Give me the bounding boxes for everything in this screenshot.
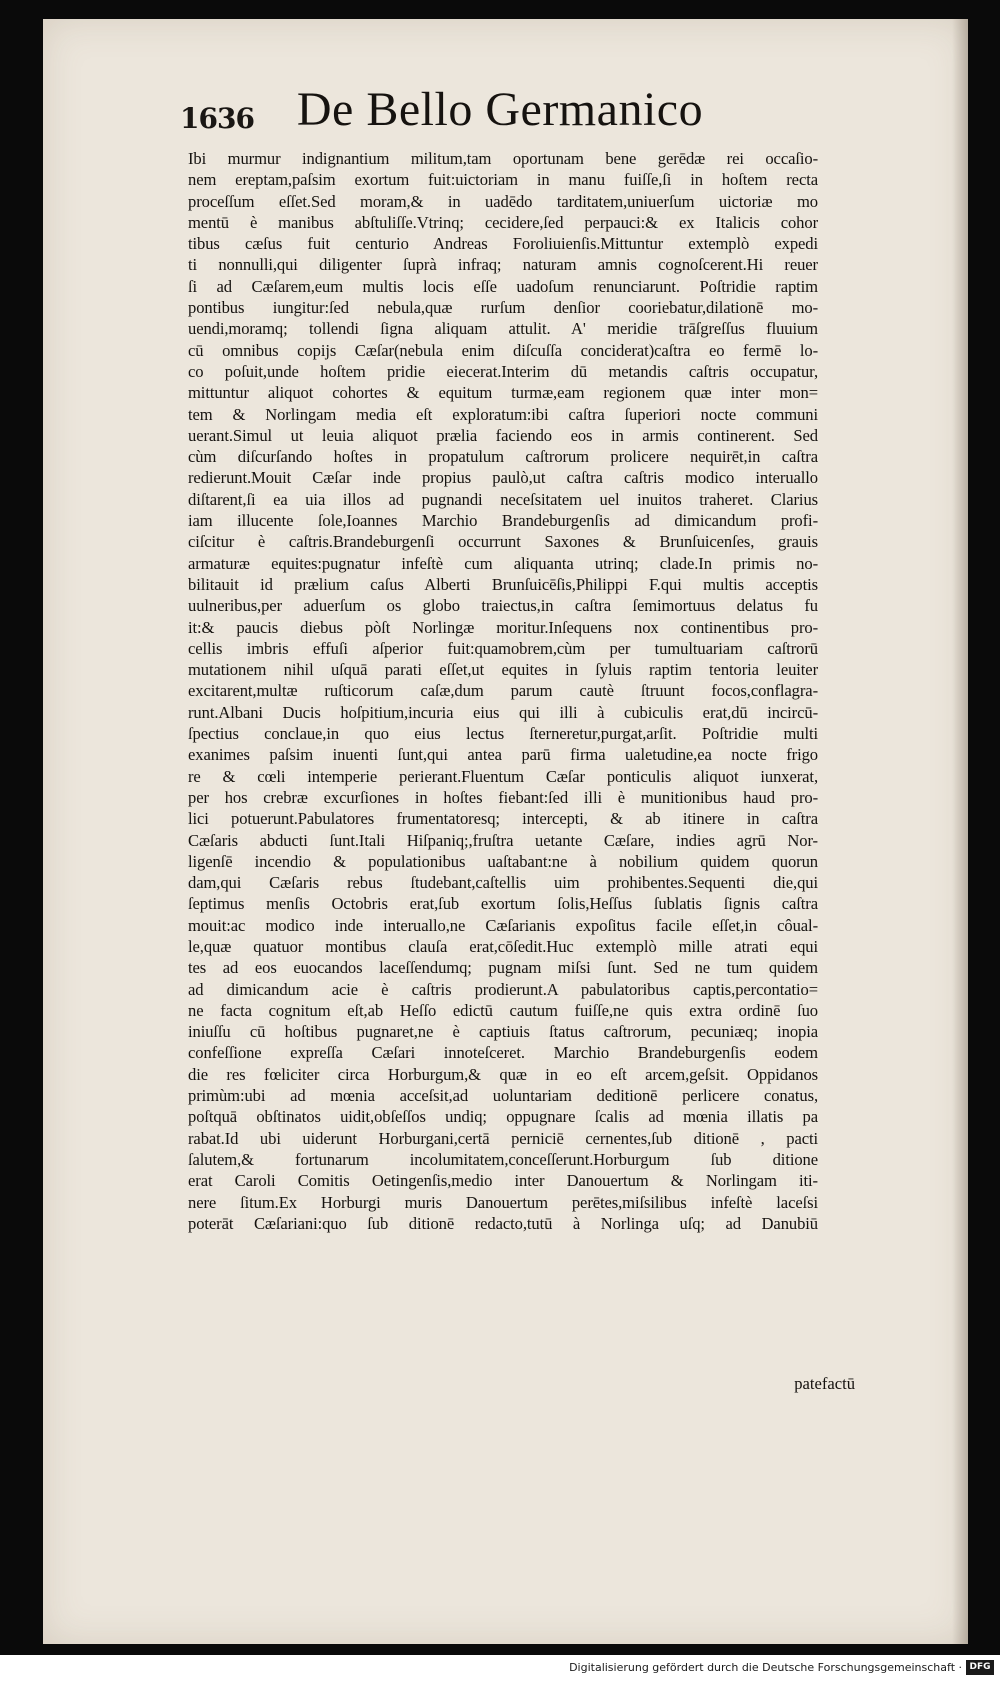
text-line: ſi ad Cæſarem,eum multis locis eſſe uadoſum renunciarunt. Poſtridie raptim (188, 276, 818, 296)
text-line: iniuſſu cū hoſtibus pugnaret,ne è captiuis ſtatus caſtrorum, pecuniæq; inopia (188, 1022, 818, 1042)
text-line: tibus cæſus fuit centurio Andreas Foroliuienſis.Mittuntur extemplò expedi (188, 234, 818, 254)
text-line: uendi,moramq; tollendi ſigna aliquam attulit. A' meridie trāſgreſſus fluuium (188, 319, 818, 339)
text-line: uerant.Simul ut leuia aliquot prælia faciendo eos in armis continerent. Sed (188, 425, 818, 445)
running-title: De Bello Germanico (296, 83, 704, 136)
text-line: runt.Albani Ducis hoſpitium,incuria eius qui illi à cubiculis erat,dū incircū- (188, 702, 818, 722)
text-line: lici potuerunt.Pabulatores frumentatoresq; intercepti, & ab itinere in caſtra (188, 809, 818, 829)
page-number: 1636 (180, 102, 254, 135)
text-line: diſtarent,ſi ea uia illos ad pugnandi neceſsitatem uel inuitos traheret. Clarius (188, 489, 818, 509)
text-line: nere ſitum.Ex Horburgi muris Danouertum perētes,miſsilibus infeſtè laceſsi (188, 1192, 818, 1212)
text-line: re & cœli intemperie perierant.Fluentum Cæſar ponticulis aliquot iunxerat, (188, 766, 818, 786)
text-line: mittuntur aliquot cohortes & equitum turmæ,eam regionem quæ inter mon= (188, 383, 818, 403)
catchword: patefactū (794, 1374, 855, 1393)
text-line: dam,qui Cæſaris rebus ſtudebant,caſtellis uim prohibentes.Sequenti die,qui (188, 873, 818, 893)
text-line: uulneribus,per aduerſum os globo traiectus,in caſtra ſemimortuus delatus fu (188, 596, 818, 616)
text-line: die res fœliciter circa Horburgum,& quæ in eo eſt arcem,geſsit. Oppidanos (188, 1064, 818, 1084)
text-line: it:& paucis diebus pòſt Norlingæ moritur.Inſequens nox continentibus pro- (188, 617, 818, 637)
text-line: rabat.Id ubi uiderunt Horburgani,certā perniciē cernentes,ſub ditionē , pacti (188, 1128, 818, 1148)
text-line: iam illucente ſole,Ioannes Marchio Brandeburgenſis ad dimicandum profi- (188, 511, 818, 531)
text-line: ad dimicandum acie è caſtris prodierunt.A pabulatoribus captis,percontatio= (188, 979, 818, 999)
page-header (180, 72, 820, 142)
text-line: cellis imbris effuſi aſperior fuit:quamobrem,cùm per tumultuariam caſtrorū (188, 638, 818, 658)
page-edge-shadow (952, 19, 968, 1644)
text-line: ti nonnulli,qui diligenter ſuprà infraq; naturam amnis cognoſcerent.Hi reuer (188, 255, 818, 275)
text-line: mutationem nihil uſquā parati eſſet,ut equites in ſyluis raptim tentoria leuiter (188, 660, 818, 680)
text-line: Ibi murmur indignantium militum,tam oportunam bene gerēdæ rei occaſio- (188, 149, 818, 168)
text-line: ſalutem,& fortunarum incolumitatem,conceſſerunt.Horburgum ſub ditione (188, 1149, 818, 1169)
text-line: ligenſē incendio & populationibus uaſtabant:ne à nobilium quidem quorun (188, 851, 818, 871)
text-line: redierunt.Mouit Cæſar inde propius paulò,ut caſtra caſtris modico interuallo (188, 468, 818, 488)
text-line: erat Caroli Comitis Oetingenſis,medio inter Danouertum & Norlingam iti- (188, 1171, 818, 1191)
text-line: ne facta cognitum eſt,ab Heſſo edictū cautum fuiſſe,ne quis extra ordinē ſuo (188, 1000, 818, 1020)
text-line: cū omnibus copijs Cæſar(nebula enim diſcuſſa conciderat)caſtra eo fermē lo- (188, 340, 818, 360)
text-line: confeſſione expreſſa Cæſari innoteſceret. Marchio Brandeburgenſis eodem (188, 1043, 818, 1063)
text-line: ſpectius conclaue,in quo eius lectus ſterneretur,purgat,arſit. Poſtridie multi (188, 724, 818, 744)
digitization-credit: Digitalisierung gefördert durch die Deutsche Forschungsgemeinschaft · (569, 1661, 962, 1674)
text-line: poſtquā obſtinatos uidit,obſeſſos undiq; oppugnare ſcalis ad mœnia illatis pa (188, 1107, 818, 1127)
text-line: per hos crebræ excurſiones in hoſtes fiebant:ſed illi è munitionibus haud pro- (188, 787, 818, 807)
dfg-logo: DFG (966, 1660, 994, 1675)
text-line: primùm:ubi ad mœnia acceſsit,ad uoluntariam deditionē perlicere conatus, (188, 1086, 818, 1106)
text-line: bilitauit id prælium caſus Alberti Brunſuicēſis,Philippi F.qui multis acceptis (188, 574, 818, 594)
text-line: co poſuit,unde hoſtem pridie eiecerat.Interim dū metandis caſtris occupatur, (188, 361, 818, 381)
body-text (188, 148, 818, 1234)
text-line: cùm diſcurſando hoſtes in propatulum caſtrorum prolicere nequirēt,in caſtra (188, 447, 818, 467)
text-line: poterāt Cæſariani:quo ſub ditionē redacto,tutū à Norlinga uſq; ad Danubiū (188, 1213, 818, 1233)
text-line: nem ereptam,paſsim exortum fuit:uictoriam in manu fuiſſe,ſi in hoſtem recta (188, 170, 818, 190)
text-line: tes ad eos euocandos laceſſendumq; pugnam miſsi ſunt. Sed ne tum quidem (188, 958, 818, 978)
text-line: exanimes paſsim inuenti ſunt,qui antea parū firma ualetudine,ea nocte frigo (188, 745, 818, 765)
text-line: pontibus iungitur:ſed nebula,quæ rurſum denſior cooriebatur,dilationē mo- (188, 298, 818, 318)
text-line: le,quæ quatuor montibus clauſa erat,cōſedit.Huc extemplò mille atrati equi (188, 936, 818, 956)
text-line: mouit:ac modico inde interuallo,ne Cæſarianis expoſitus facile eſſet,in côual- (188, 915, 818, 935)
footer-bar (0, 1655, 1000, 1683)
text-line: Cæſaris abducti ſunt.Itali Hiſpaniq;,fruſtra uetante Cæſare, indies agrū Nor- (188, 830, 818, 850)
text-line: ſeptimus menſis Octobris erat,ſub exortum ſolis,Heſſus ſublatis ſignis caſtra (188, 894, 818, 914)
text-line: excitarent,multæ ruſticorum caſæ,dum parum cautè ſtruunt focos,conflagra- (188, 681, 818, 701)
text-line: ciſcitur è caſtris.Brandeburgenſi occurrunt Saxones & Brunſuicenſes, grauis (188, 532, 818, 552)
text-line: proceſſum eſſet.Sed moram,& in uadēdo tarditatem,uniuerſum uictoriæ mo (188, 191, 818, 211)
text-line: mentū è manibus abſtuliſſe.Vtrinq; cecidere,ſed perpauci:& ex Italicis cohor (188, 212, 818, 232)
text-line: armaturæ equites:pugnatur infeſtè cum aliquanta utrinq; clade.In primis no- (188, 553, 818, 573)
text-line: tem & Norlingam media eſt exploratum:ibi caſtra ſuperiori nocte communi (188, 404, 818, 424)
